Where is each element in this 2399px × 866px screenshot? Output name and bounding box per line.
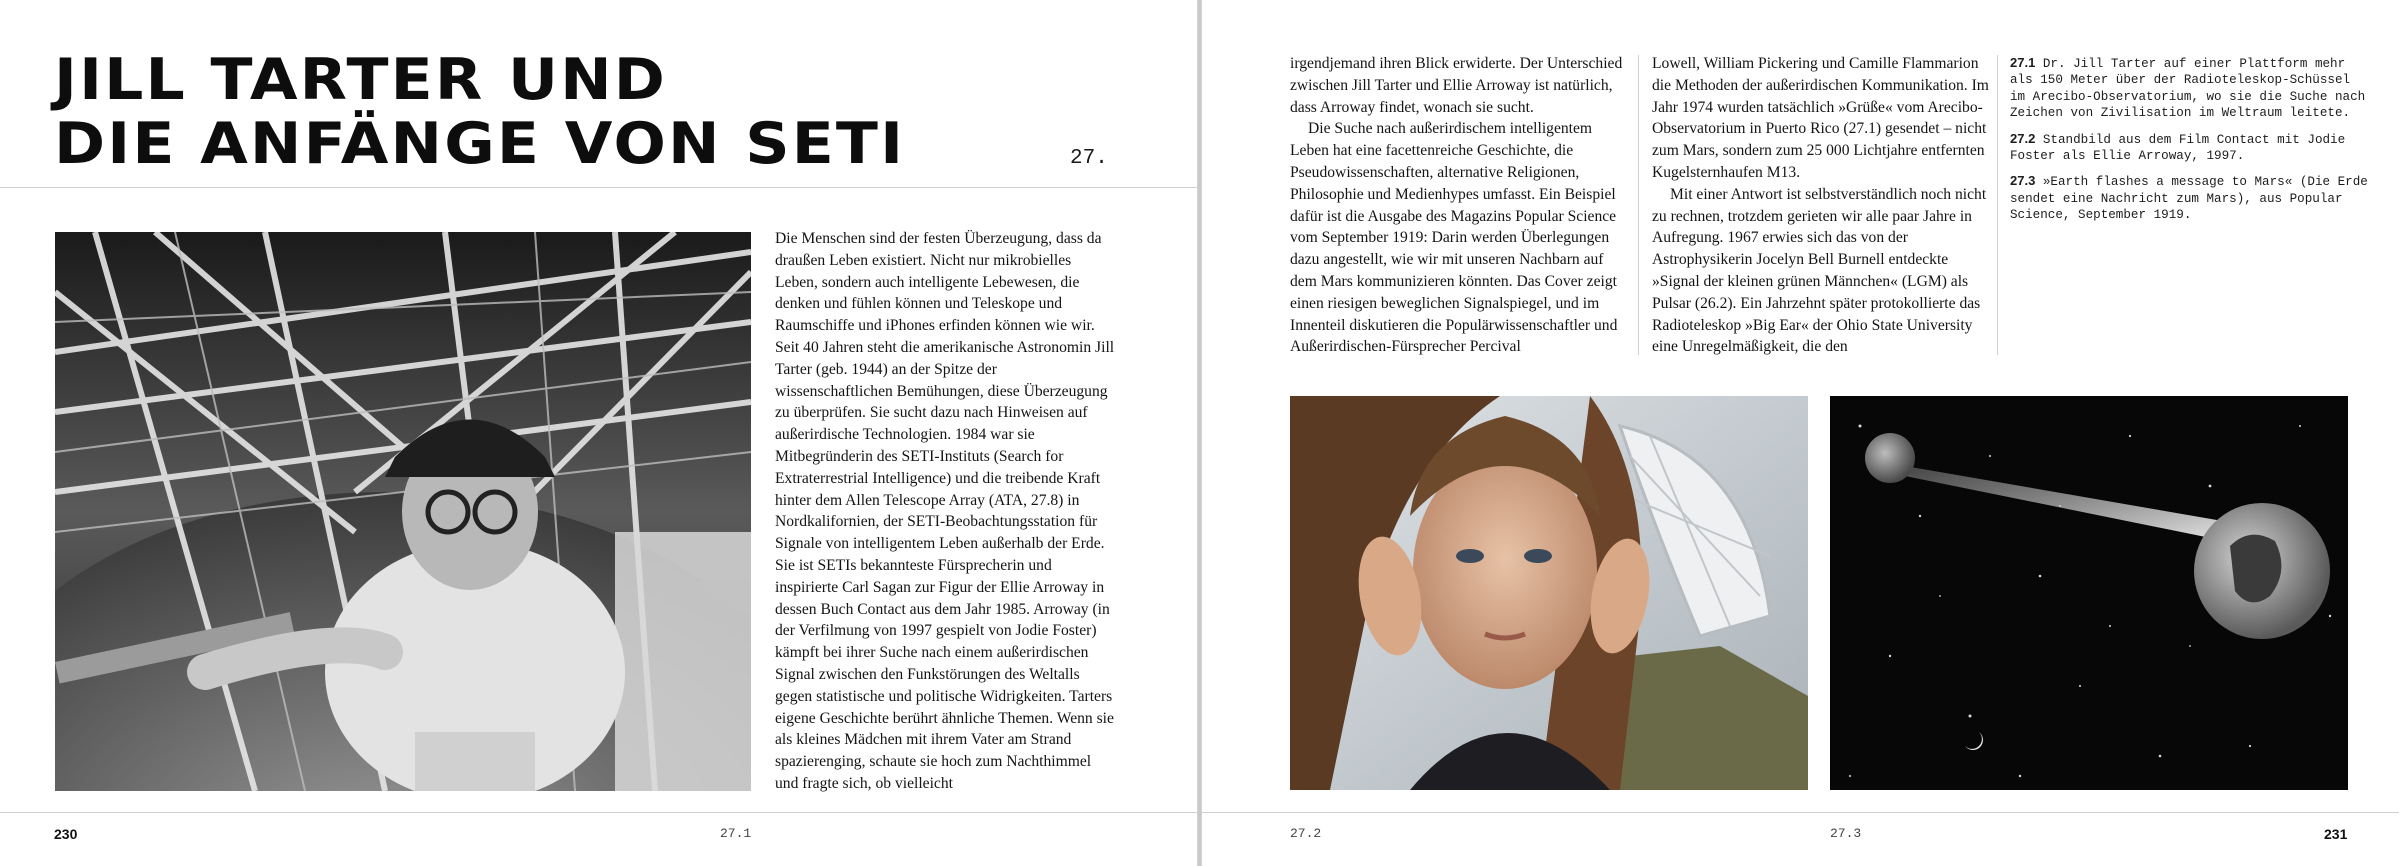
page-number-right: 231 [2324,826,2348,842]
page-number-left: 230 [54,826,78,842]
caption-27-2 [2010,131,2370,165]
caption-27-1 [2010,55,2370,122]
chapter-number: 27. [1070,147,1108,170]
photo-jill-tarter-arecibo [55,232,751,791]
footer-rule [0,812,1198,813]
body-text-column-left [775,228,1115,795]
caption-27-3 [2010,173,2370,223]
body-text-column-2 [1652,53,1998,358]
caption-number: 27.1 [2010,55,2036,70]
caption-text: Standbild aus dem Film Contact mit Jodie Foster als Ellie Arroway, 1997. [2010,132,2346,164]
figure-reference: 27.3 [1830,826,1862,841]
paragraph: Die Menschen sind der festen Überzeugung, dass da draußen Leben existiert. Nicht nur mikrobielles Leben, sondern auch intelligente Lebewesen, die denken und fühlen können und Teleskope und Raumschiffe und iPhones erfinden können wie wir. Seit 40 Jahren steht die amerikanische Astronomin Jill Tarter (geb. 1944) an der Spitze der wissenschaftlichen Bemühungen, diese Überzeugung zu überprüfen. Sie sucht dazu nach Hinweisen auf außerirdische Technologien. 1984 war sie Mitbegründerin des SETI-Instituts (Search for Extraterrestrial Intelligence) und die treibende Kraft hinter dem Allen Telescope Array (ATA, 27.8) in Nordkalifornien, der SETI-Beobachtungsstation für Signale von intelligentem Leben außerhalb der Erde. Sie ist SETIs bekannteste Fürsprecherin und inspirierte Carl Sagan zur Figur der Ellie Arroway in dessen Buch Contact aus dem Jahr 1985. Arroway (in der Verfilmung von 1997 gespielt von Jodie Foster) kämpft bei ihrer Suche nach einem außerirdischen Signal zwischen den Funkstörungen des Weltalls gegen statistische und politische Widrigkeiten. Tarters eigene Geschichte berührt ähnliche Themen. Wenn sie als kleines Mädchen mit ihrem Vater am Strand spazierenging, schaute sie hoch zum Nachthimmel und fragte sich, ob vielleicht [775,230,1115,792]
title-line-1: JILL TARTER UND [54,47,668,113]
paragraph: irgendjemand ihren Blick erwiderte. Der Unterschied zwischen Jill Tarter und Ellie Arroway ist natürlich, dass Arroway findet, wonach sie sucht. [1290,55,1623,116]
figure-reference: 27.2 [1290,826,1322,841]
photo-contact-film-still [1290,396,1808,790]
footer-rule [1202,812,2399,813]
caption-number: 27.2 [2010,130,2036,146]
chapter-title [54,48,1026,176]
title-line-2: DIE ANFÄNGE VON SETI [54,111,906,177]
photo-earth-flashes-message-to-mars [1830,396,2348,790]
caption-number: 27.3 [2010,173,2036,189]
right-page [1201,0,2399,866]
figure-reference: 27.1 [720,826,752,841]
caption-text: Dr. Jill Tarter auf einer Plattform mehr als 150 Meter über der Radioteleskop-Schüssel im Arecibo-Observatorium, wo sie die Suche nach Zeichen von Zivilisation im Weltraum leitete. [2010,57,2366,121]
paragraph: Lowell, William Pickering und Camille Flammarion die Methoden der außerirdischen Kommunikation. Im Jahr 1974 wurden tatsächlich »Grüße« vom Arecibo-Observatorium in Puerto Rico (27.1) gesendet – nicht zum Mars, sondern zum 25 000 Lichtjahre entfernten Kugelsternhaufen M13. [1652,55,1989,181]
paragraph: Die Suche nach außerirdischem intelligentem Leben hat eine facettenreiche Geschichte, die Pseudowissenschaften, alternative Religionen, Philosophie und Medienhypes umfasst. Ein Beispiel dafür ist die Ausgabe des Magazins Popular Science vom September 1919: Darin werden Überlegungen dazu angestellt, wie wir mit unseren Nachbarn auf dem Mars kommunizieren könnten. Das Cover zeigt einen riesigen beweglichen Signalspiegel, und im Innenteil diskutieren die Populärwissenschaftler und Außerirdischen-Fürsprecher Percival [1290,120,1618,356]
paragraph: Mit einer Antwort ist selbstverständlich noch nicht zu rechnen, trotzdem gerieten wir alle paar Jahre in Aufregung. 1967 erwies sich das von der Astrophysikerin Jocelyn Bell Burnell entdeckte »Signal der kleinen grünen Männchen« (LGM) als Pulsar (26.2). Ein Jahrzehnt später protokollierte das Radioteleskop »Big Ear« der Ohio State University eine Unregelmäßigkeit, die den [1652,185,1987,356]
caption-column [2010,55,2370,233]
column-divider [1997,55,1998,355]
caption-text: »Earth flashes a message to Mars« (Die Erde sendet eine Nachricht zum Mars), aus Popular Science, September 1919. [2010,175,2368,223]
column-divider [1638,55,1639,355]
body-text-column-1 [1290,53,1624,358]
header-rule [0,187,1198,188]
left-page [0,0,1198,866]
